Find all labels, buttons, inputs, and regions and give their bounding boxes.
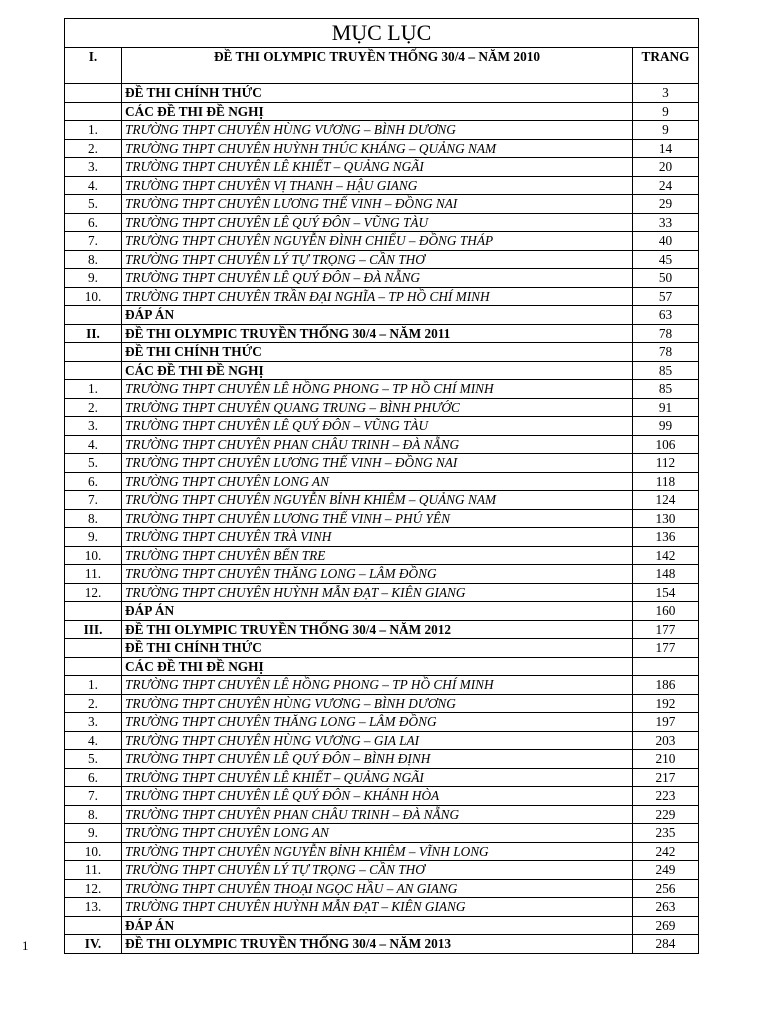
- school-entry: TRƯỜNG THPT CHUYÊN HÙNG VƯƠNG – GIA LAI: [122, 731, 633, 750]
- row-number: 10.: [65, 287, 122, 306]
- header-row: [65, 48, 699, 84]
- page-ref: 99: [632, 417, 698, 436]
- section-title: ĐỀ THI OLYMPIC TRUYỀN THỐNG 30/4 – NĂM 2010: [122, 48, 633, 84]
- page-ref: 24: [632, 176, 698, 195]
- toc-row: [65, 768, 699, 787]
- toc-row: [65, 750, 699, 769]
- section-heading: ĐỀ THI CHÍNH THỨC: [122, 343, 633, 362]
- page-ref: 269: [632, 916, 698, 935]
- row-number: 7.: [65, 491, 122, 510]
- row-number: 11.: [65, 861, 122, 880]
- page-ref: 177: [632, 620, 698, 639]
- row-number: 7.: [65, 787, 122, 806]
- row-number: 10.: [65, 842, 122, 861]
- row-number: 2.: [65, 139, 122, 158]
- toc-row: [65, 713, 699, 732]
- toc-row: [65, 287, 699, 306]
- page-ref: 284: [632, 935, 698, 954]
- school-entry: TRƯỜNG THPT CHUYÊN LÊ QUÝ ĐÔN – VŨNG TÀU: [122, 417, 633, 436]
- page-ref: 148: [632, 565, 698, 584]
- row-number: 1.: [65, 676, 122, 695]
- row-number: 5.: [65, 454, 122, 473]
- toc-row: [65, 213, 699, 232]
- toc-row: [65, 528, 699, 547]
- toc-row: [65, 842, 699, 861]
- school-entry: TRƯỜNG THPT CHUYÊN NGUYỄN BỈNH KHIÊM – VĨNH LONG: [122, 842, 633, 861]
- row-number: 3.: [65, 158, 122, 177]
- page-ref: 9: [632, 121, 698, 140]
- page-ref: 256: [632, 879, 698, 898]
- row-number: 8.: [65, 805, 122, 824]
- school-entry: TRƯỜNG THPT CHUYÊN HÙNG VƯƠNG – BÌNH DƯƠNG: [122, 121, 633, 140]
- page-ref: 192: [632, 694, 698, 713]
- toc-row: [65, 102, 699, 121]
- page-ref: 40: [632, 232, 698, 251]
- toc-row: [65, 898, 699, 917]
- school-entry: TRƯỜNG THPT CHUYÊN NGUYỄN ĐÌNH CHIỂU – ĐỒNG THÁP: [122, 232, 633, 251]
- page-ref: 142: [632, 546, 698, 565]
- school-entry: TRƯỜNG THPT CHUYÊN LÝ TỰ TRỌNG – CẦN THƠ: [122, 250, 633, 269]
- row-number: [65, 657, 122, 676]
- school-entry: TRƯỜNG THPT CHUYÊN HUỲNH THÚC KHÁNG – QUẢNG NAM: [122, 139, 633, 158]
- page-ref: 3: [632, 84, 698, 103]
- row-number: 4.: [65, 176, 122, 195]
- row-number: 1.: [65, 121, 122, 140]
- toc-row: [65, 731, 699, 750]
- row-number: 9.: [65, 269, 122, 288]
- page-ref: 85: [632, 380, 698, 399]
- school-entry: TRƯỜNG THPT CHUYÊN LÊ HỒNG PHONG – TP HỒ CHÍ MINH: [122, 380, 633, 399]
- page-ref: 118: [632, 472, 698, 491]
- toc-row: [65, 232, 699, 251]
- row-number: 12.: [65, 583, 122, 602]
- row-number: 6.: [65, 472, 122, 491]
- page-ref: 242: [632, 842, 698, 861]
- school-entry: TRƯỜNG THPT CHUYÊN TRẦN ĐẠI NGHĨA – TP HỒ CHÍ MINH: [122, 287, 633, 306]
- page-column-header: TRANG: [632, 48, 698, 84]
- section-heading: ĐỀ THI OLYMPIC TRUYỀN THỐNG 30/4 – NĂM 2011: [122, 324, 633, 343]
- school-entry: TRƯỜNG THPT CHUYÊN PHAN CHÂU TRINH – ĐÀ NẴNG: [122, 805, 633, 824]
- toc-row: [65, 676, 699, 695]
- page-ref: 9: [632, 102, 698, 121]
- page-ref: 85: [632, 361, 698, 380]
- page-ref: 197: [632, 713, 698, 732]
- page-ref: 124: [632, 491, 698, 510]
- row-number: [65, 343, 122, 362]
- school-entry: TRƯỜNG THPT CHUYÊN LONG AN: [122, 472, 633, 491]
- section-heading: ĐỀ THI OLYMPIC TRUYỀN THỐNG 30/4 – NĂM 2012: [122, 620, 633, 639]
- title-row: [65, 19, 699, 48]
- row-number: 5.: [65, 195, 122, 214]
- school-entry: TRƯỜNG THPT CHUYÊN THOẠI NGỌC HẦU – AN GIANG: [122, 879, 633, 898]
- row-number: [65, 602, 122, 621]
- row-number: 1.: [65, 380, 122, 399]
- school-entry: TRƯỜNG THPT CHUYÊN LÊ KHIẾT – QUẢNG NGÃI: [122, 158, 633, 177]
- row-number: 5.: [65, 750, 122, 769]
- school-entry: TRƯỜNG THPT CHUYÊN HUỲNH MẪN ĐẠT – KIÊN GIANG: [122, 898, 633, 917]
- school-entry: TRƯỜNG THPT CHUYÊN HÙNG VƯƠNG – BÌNH DƯƠNG: [122, 694, 633, 713]
- toc-row: [65, 491, 699, 510]
- section-heading: ĐÁP ÁN: [122, 916, 633, 935]
- section-row: [65, 620, 699, 639]
- section-heading: ĐỀ THI OLYMPIC TRUYỀN THỐNG 30/4 – NĂM 2013: [122, 935, 633, 954]
- section-row: [65, 324, 699, 343]
- toc-row: [65, 602, 699, 621]
- school-entry: TRƯỜNG THPT CHUYÊN VỊ THANH – HẬU GIANG: [122, 176, 633, 195]
- toc-row: [65, 565, 699, 584]
- school-entry: TRƯỜNG THPT CHUYÊN THĂNG LONG – LÂM ĐỒNG: [122, 713, 633, 732]
- school-entry: TRƯỜNG THPT CHUYÊN QUANG TRUNG – BÌNH PHƯỚC: [122, 398, 633, 417]
- section-heading: ĐÁP ÁN: [122, 602, 633, 621]
- row-number: 6.: [65, 213, 122, 232]
- row-number: IV.: [65, 935, 122, 954]
- page-ref: 177: [632, 639, 698, 658]
- row-number: 8.: [65, 250, 122, 269]
- toc-row: [65, 158, 699, 177]
- row-number: 12.: [65, 879, 122, 898]
- school-entry: TRƯỜNG THPT CHUYÊN LÊ HỒNG PHONG – TP HỒ CHÍ MINH: [122, 676, 633, 695]
- toc-row: [65, 657, 699, 676]
- school-entry: TRƯỜNG THPT CHUYÊN THĂNG LONG – LÂM ĐỒNG: [122, 565, 633, 584]
- page-number: 1: [22, 938, 29, 953]
- school-entry: TRƯỜNG THPT CHUYÊN LONG AN: [122, 824, 633, 843]
- toc-row: [65, 583, 699, 602]
- toc-row: [65, 879, 699, 898]
- page-ref: 186: [632, 676, 698, 695]
- toc-row: [65, 472, 699, 491]
- page-ref: 20: [632, 158, 698, 177]
- toc-row: [65, 639, 699, 658]
- school-entry: TRƯỜNG THPT CHUYÊN HUỲNH MẪN ĐẠT – KIÊN GIANG: [122, 583, 633, 602]
- page-ref: [632, 657, 698, 676]
- row-number: 3.: [65, 417, 122, 436]
- table-of-contents: [64, 18, 699, 954]
- toc-row: [65, 343, 699, 362]
- row-number: II.: [65, 324, 122, 343]
- school-entry: TRƯỜNG THPT CHUYÊN TRÀ VINH: [122, 528, 633, 547]
- school-entry: TRƯỜNG THPT CHUYÊN LÊ QUÝ ĐÔN – VŨNG TÀU: [122, 213, 633, 232]
- page-ref: 112: [632, 454, 698, 473]
- page-ref: 78: [632, 324, 698, 343]
- row-number: [65, 639, 122, 658]
- row-number: [65, 306, 122, 325]
- school-entry: TRƯỜNG THPT CHUYÊN PHAN CHÂU TRINH – ĐÀ NẴNG: [122, 435, 633, 454]
- section-heading: CÁC ĐỀ THI ĐỀ NGHỊ: [122, 657, 633, 676]
- toc-row: [65, 398, 699, 417]
- toc-row: [65, 176, 699, 195]
- toc-row: [65, 361, 699, 380]
- page-ref: 136: [632, 528, 698, 547]
- page-ref: 50: [632, 269, 698, 288]
- page-ref: 57: [632, 287, 698, 306]
- row-number: 2.: [65, 694, 122, 713]
- row-number: 13.: [65, 898, 122, 917]
- toc-row: [65, 861, 699, 880]
- page-ref: 229: [632, 805, 698, 824]
- page-ref: 29: [632, 195, 698, 214]
- toc-row: [65, 546, 699, 565]
- row-number: 3.: [65, 713, 122, 732]
- page-ref: 210: [632, 750, 698, 769]
- page-ref: 235: [632, 824, 698, 843]
- section-number: I.: [65, 48, 122, 84]
- page-ref: 33: [632, 213, 698, 232]
- school-entry: TRƯỜNG THPT CHUYÊN LƯƠNG THẾ VINH – ĐỒNG NAI: [122, 195, 633, 214]
- school-entry: TRƯỜNG THPT CHUYÊN LƯƠNG THẾ VINH – PHÚ YÊN: [122, 509, 633, 528]
- toc-row: [65, 195, 699, 214]
- toc-row: [65, 509, 699, 528]
- page-ref: 217: [632, 768, 698, 787]
- school-entry: TRƯỜNG THPT CHUYÊN LÊ QUÝ ĐÔN – BÌNH ĐỊNH: [122, 750, 633, 769]
- toc-row: [65, 787, 699, 806]
- row-number: 6.: [65, 768, 122, 787]
- row-number: [65, 102, 122, 121]
- toc-row: [65, 417, 699, 436]
- page-ref: 160: [632, 602, 698, 621]
- school-entry: TRƯỜNG THPT CHUYÊN LƯƠNG THẾ VINH – ĐỒNG NAI: [122, 454, 633, 473]
- toc-row: [65, 121, 699, 140]
- row-number: 10.: [65, 546, 122, 565]
- page-ref: 91: [632, 398, 698, 417]
- page-ref: 154: [632, 583, 698, 602]
- toc-row: [65, 139, 699, 158]
- toc-row: [65, 805, 699, 824]
- row-number: 9.: [65, 824, 122, 843]
- page-title: MỤC LỤC: [65, 19, 699, 48]
- school-entry: TRƯỜNG THPT CHUYÊN LÊ KHIẾT – QUẢNG NGÃI: [122, 768, 633, 787]
- school-entry: TRƯỜNG THPT CHUYÊN NGUYỄN BỈNH KHIÊM – QUẢNG NAM: [122, 491, 633, 510]
- page-ref: 45: [632, 250, 698, 269]
- row-number: 4.: [65, 435, 122, 454]
- page-ref: 130: [632, 509, 698, 528]
- section-heading: ĐỀ THI CHÍNH THỨC: [122, 639, 633, 658]
- toc-row: [65, 824, 699, 843]
- row-number: [65, 916, 122, 935]
- toc-row: [65, 306, 699, 325]
- row-number: 11.: [65, 565, 122, 584]
- section-row: [65, 935, 699, 954]
- row-number: III.: [65, 620, 122, 639]
- toc-row: [65, 435, 699, 454]
- page-ref: 106: [632, 435, 698, 454]
- row-number: 9.: [65, 528, 122, 547]
- toc-row: [65, 250, 699, 269]
- section-heading: CÁC ĐỀ THI ĐỀ NGHỊ: [122, 102, 633, 121]
- page-ref: 63: [632, 306, 698, 325]
- section-heading: ĐỀ THI CHÍNH THỨC: [122, 84, 633, 103]
- toc-row: [65, 269, 699, 288]
- row-number: [65, 361, 122, 380]
- page-ref: 14: [632, 139, 698, 158]
- school-entry: TRƯỜNG THPT CHUYÊN LÝ TỰ TRỌNG – CẦN THƠ: [122, 861, 633, 880]
- page-ref: 78: [632, 343, 698, 362]
- toc-row: [65, 454, 699, 473]
- page-ref: 249: [632, 861, 698, 880]
- school-entry: TRƯỜNG THPT CHUYÊN LÊ QUÝ ĐÔN – KHÁNH HÒA: [122, 787, 633, 806]
- row-number: [65, 84, 122, 103]
- row-number: 2.: [65, 398, 122, 417]
- section-heading: ĐÁP ÁN: [122, 306, 633, 325]
- row-number: 8.: [65, 509, 122, 528]
- section-heading: CÁC ĐỀ THI ĐỀ NGHỊ: [122, 361, 633, 380]
- toc-row: [65, 916, 699, 935]
- school-entry: TRƯỜNG THPT CHUYÊN LÊ QUÝ ĐÔN – ĐÀ NẴNG: [122, 269, 633, 288]
- toc-row: [65, 694, 699, 713]
- toc-row: [65, 380, 699, 399]
- page-ref: 203: [632, 731, 698, 750]
- school-entry: TRƯỜNG THPT CHUYÊN BẾN TRE: [122, 546, 633, 565]
- toc-row: [65, 84, 699, 103]
- row-number: 4.: [65, 731, 122, 750]
- row-number: 7.: [65, 232, 122, 251]
- page-ref: 223: [632, 787, 698, 806]
- page-ref: 263: [632, 898, 698, 917]
